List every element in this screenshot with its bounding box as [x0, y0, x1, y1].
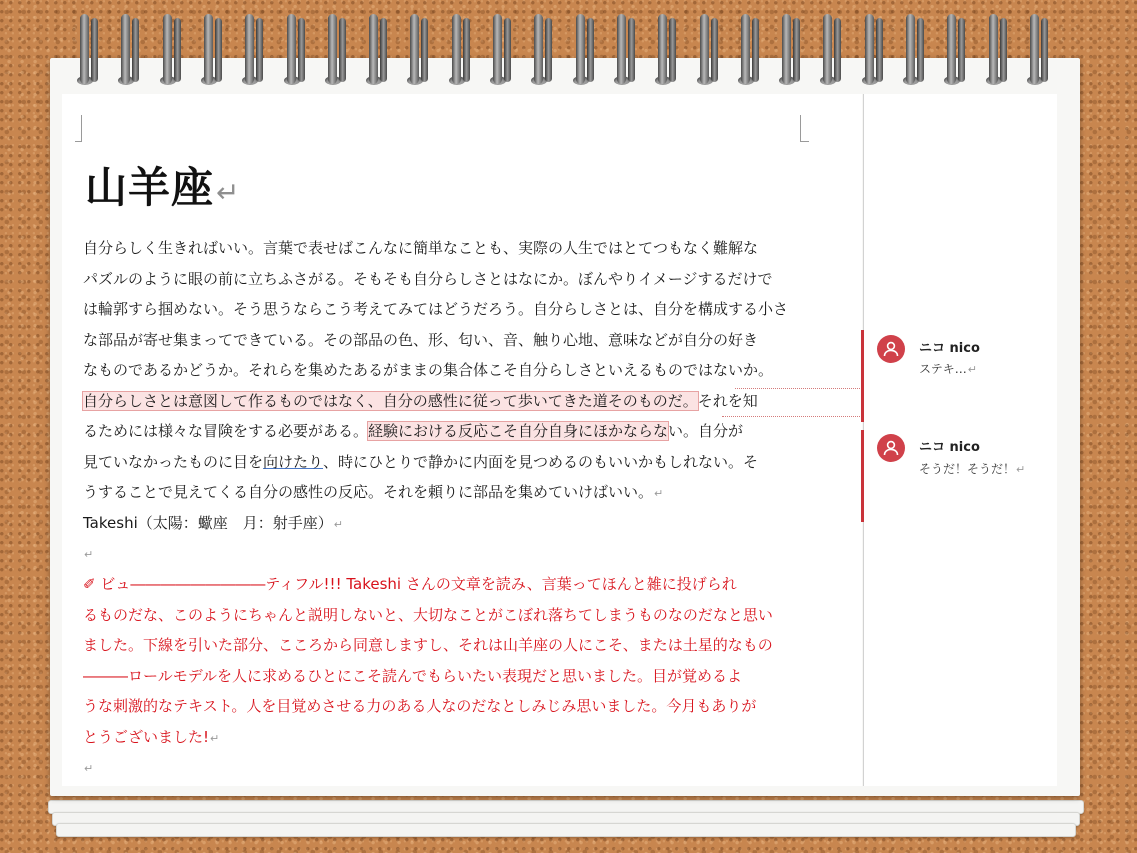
spiral-ring — [91, 18, 98, 82]
paragraph-mark-icon: ↵ — [210, 731, 220, 745]
body-text[interactable] — [83, 233, 823, 569]
spiral-ring — [669, 18, 676, 82]
spiral-ring — [700, 14, 709, 84]
spiral-ring — [163, 14, 172, 84]
spiral-ring — [545, 18, 552, 82]
reply-line: るものだな、このようにちゃんと説明しないと、大切なことがこぼれ落ちてしまうものなのだなと思い — [83, 605, 773, 624]
spiral-ring — [576, 14, 585, 84]
comment-text[interactable]: そうだ！そうだ！↵ — [919, 462, 1026, 476]
paragraph-mark-icon: ↵ — [1016, 463, 1026, 476]
spiral-ring — [339, 18, 346, 82]
reply-line: ―――ロールモデルを人に求めるひとにこそ読んでもらいたい表現だと思いました。目が覚めるよ — [83, 666, 742, 685]
empty-line — [83, 538, 823, 569]
spiral-ring — [410, 14, 419, 84]
reply-line: うな刺激的なテキスト。人を目覚めさせる力のある人なのだなとしみじみ思いました。今月もありが — [83, 697, 757, 715]
spiral-ring — [452, 14, 461, 84]
spiral-ring — [628, 18, 635, 82]
crop-mark-right — [800, 115, 809, 142]
spiral-ring — [287, 14, 296, 84]
text-line: 見ていなかったものに目を向けたり、時にひとりで静かに内面を見つめるのもいいかもしれない。そ — [83, 452, 759, 471]
spiral-ring — [658, 14, 667, 84]
spiral-ring — [534, 14, 543, 84]
spiral-ring — [369, 14, 378, 84]
spiral-ring — [752, 18, 759, 82]
spiral-ring — [493, 14, 502, 84]
reply-line: とうございました!↵ — [83, 727, 220, 746]
spiral-ring — [1000, 18, 1007, 82]
comment-highlight-1[interactable]: 自分らしさとは意図して作るものではなく、自分の感性に従って歩いてきた道そのものだ。 — [83, 391, 698, 410]
spiral-ring — [823, 14, 832, 84]
spiral-ring — [121, 14, 130, 84]
paragraph-mark-icon: ↵ — [333, 517, 343, 531]
spiral-ring — [463, 18, 470, 82]
avatar — [877, 434, 905, 462]
document-title[interactable]: 山羊座↵ — [85, 163, 241, 212]
spiral-ring — [587, 18, 594, 82]
spiral-ring — [989, 14, 998, 84]
comment-text[interactable]: ステキ…↵ — [919, 362, 977, 376]
spiral-binding — [0, 0, 1137, 95]
spiral-ring — [793, 18, 800, 82]
paragraph-mark-icon: ↵ — [84, 762, 94, 775]
spiral-ring — [174, 18, 181, 82]
text-line: 自分らしさとは意図して作るものではなく、自分の感性に従って歩いてきた道そのものだ。それを知 — [83, 391, 758, 410]
spiral-ring — [421, 18, 428, 82]
comment-highlight-2[interactable]: 経験における反応こそ自分自身にほかならな — [368, 422, 669, 440]
crop-mark-left — [75, 115, 82, 142]
spiral-ring — [741, 14, 750, 84]
spiral-ring — [711, 18, 718, 82]
paragraph-mark-icon: ↵ — [216, 176, 241, 209]
paper-stack — [56, 823, 1076, 837]
pen-icon: ✐ — [83, 575, 96, 593]
empty-line — [83, 752, 823, 783]
comment-author: ニコ nico — [919, 341, 980, 356]
reply-line: ✐ ビュ―――――――――ティフル!!! Takeshi さんの文章を読み、言葉ってほんと雑に投げられ — [83, 575, 737, 593]
spiral-ring — [782, 14, 791, 84]
comment-bar — [861, 430, 864, 522]
spiral-ring — [917, 18, 924, 82]
spiral-ring — [865, 14, 874, 84]
spiral-ring — [245, 14, 254, 84]
spiral-ring — [504, 18, 511, 82]
reply-text[interactable] — [83, 569, 823, 783]
text-line: 自分らしく生きればいい。言葉で表せばこんなに簡単なことも、実際の人生ではとてつもなく難解な — [83, 239, 759, 257]
comment-connector — [722, 416, 862, 417]
comment-connector — [735, 388, 862, 389]
text-line: うすることで見えてくる自分の感性の反応。それを頼りに部品を集めていけばいい。↵ — [83, 483, 664, 501]
paragraph-mark-icon: ↵ — [654, 487, 664, 500]
comment-bar — [861, 330, 864, 422]
spiral-ring — [80, 14, 89, 84]
spiral-ring — [204, 14, 213, 84]
spiral-ring — [256, 18, 263, 82]
text-line: るためには様々な冒険をする必要がある。経験における反応こそ自分自身にほかならない。自分が — [83, 422, 744, 440]
spiral-ring — [132, 18, 139, 82]
avatar — [877, 335, 905, 363]
text-line: なものであるかどうか。それらを集めたあるがままの集合体こそ自分らしさといえるものではないか。 — [83, 361, 774, 379]
text-line: パズルのように眼の前に立ちふさがる。そもそも自分らしさとはなにか。ぼんやりイメージするだけで — [83, 269, 773, 288]
spiral-ring — [1041, 18, 1048, 82]
spiral-ring — [328, 14, 337, 84]
spiral-ring — [834, 18, 841, 82]
spiral-ring — [958, 18, 965, 82]
text-line: な部品が寄せ集まってできている。その部品の色、形、匂い、音、触り心地、意味などが自分の好き — [83, 330, 759, 349]
spiral-ring — [298, 18, 305, 82]
underlined-text: 向けたり — [263, 452, 324, 471]
user-icon — [882, 439, 900, 457]
spiral-ring — [617, 14, 626, 84]
spiral-ring — [380, 18, 387, 82]
text-line: は輪郭すら掴めない。そう思うならこう考えてみてはどうだろう。自分らしさとは、自分を構成する小さ — [83, 300, 789, 318]
spiral-ring — [906, 14, 915, 84]
paragraph-mark-icon: ↵ — [84, 548, 94, 561]
spiral-ring — [947, 14, 956, 84]
signature-line: Takeshi（太陽：蠍座 月：射手座）↵ — [83, 513, 343, 532]
paragraph-mark-icon: ↵ — [967, 363, 977, 376]
user-icon — [882, 340, 900, 358]
reply-line: ました。下線を引いた部分、こころから同意しますし、それは山羊座の人にこそ、または土星的なもの — [83, 636, 773, 654]
spiral-ring — [876, 18, 883, 82]
comment-author: ニコ nico — [919, 440, 980, 455]
spiral-ring — [1030, 14, 1039, 84]
spiral-ring — [215, 18, 222, 82]
